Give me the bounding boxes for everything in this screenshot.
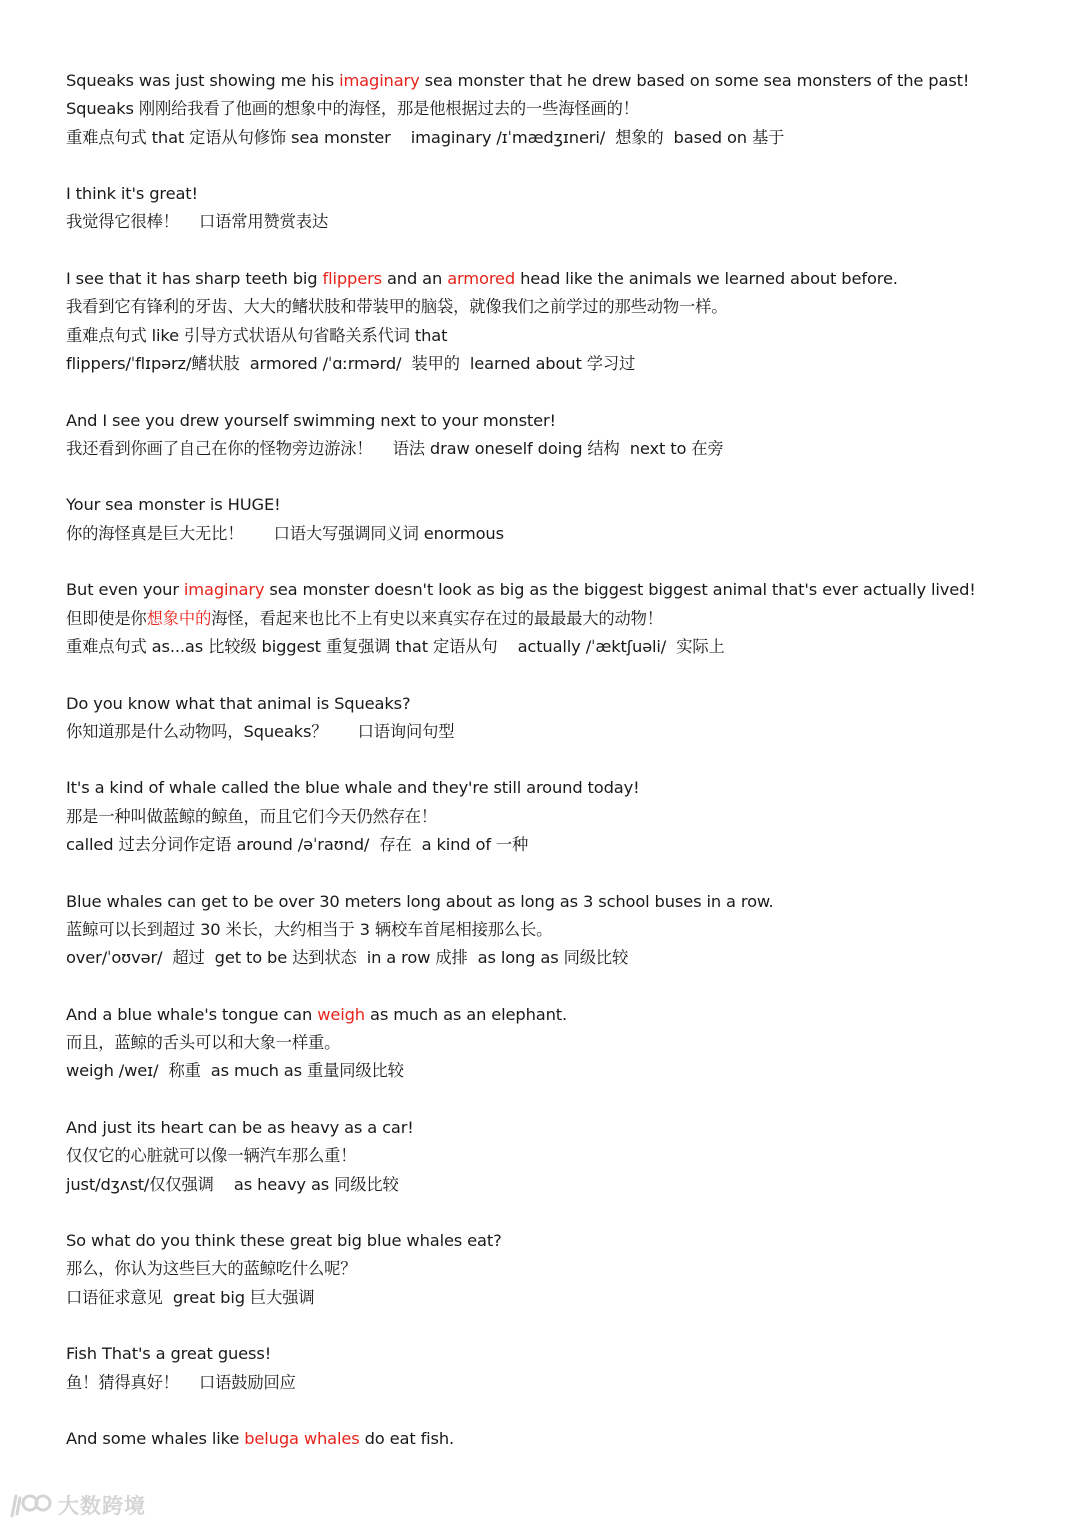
text-run: sea monster doesn't look as big as the biggest biggest animal that's ever actually lived! bbox=[264, 580, 976, 600]
text-run: Squeaks was just showing me his bbox=[66, 71, 340, 90]
text-run: 而且，蓝鲸的舌头可以和大象一样重。 bbox=[66, 1033, 341, 1053]
text-run: 但即使是你 bbox=[66, 608, 147, 628]
text-run: And a blue whale's tongue can bbox=[66, 1004, 318, 1024]
text-run: Your sea monster is HUGE! bbox=[66, 495, 281, 515]
paragraph-gap bbox=[66, 1199, 1026, 1227]
annotation-line bbox=[66, 1171, 1026, 1199]
english-sentence-line bbox=[66, 1425, 1026, 1453]
text-run: And just its heart can be as heavy as a car! bbox=[66, 1117, 414, 1137]
highlighted-word: flippers bbox=[322, 269, 382, 289]
text-run: 蓝鲸可以长到超过 30 米长，大约相当于 3 辆校车首尾相接那么长。 bbox=[66, 919, 553, 939]
text-run: 仅仅它的心脏就可以像一辆汽车那么重！ bbox=[66, 1146, 357, 1166]
text-run: 鱼！猜得真好！ 口语鼓励回应 bbox=[66, 1372, 296, 1392]
text-run: Fish That's a great guess! bbox=[66, 1344, 272, 1364]
text-run: 你知道那是什么动物吗，Squeaks？ 口语询问句型 bbox=[66, 721, 455, 741]
watermark-logo-icon bbox=[10, 1490, 52, 1520]
text-run: 我看到它有锋利的牙齿、大大的鳍状肢和带装甲的脑袋，就像我们之前学过的那些动物一样。 bbox=[66, 297, 728, 317]
text-run: 重难点句式 that 定语从句修饰 sea monster imaginary /ɪˈmædʒɪneri/ 想象的 based on 基于 bbox=[66, 127, 785, 147]
annotation-line bbox=[66, 1057, 1026, 1085]
text-run: I think it's great! bbox=[66, 184, 198, 204]
text-run: It's a kind of whale called the blue whale and they're still around today! bbox=[66, 778, 640, 798]
highlighted-word: 想象中的 bbox=[146, 608, 212, 628]
highlighted-word: imaginary bbox=[183, 580, 265, 600]
text-run: flippers/ˈflɪpərz/鳍状肢 armored /ˈɑːrmərd/ 装甲的 learned about 学习过 bbox=[66, 353, 636, 373]
text-run: 我觉得它很棒！ 口语常用赞赏表达 bbox=[66, 212, 329, 232]
annotation-line bbox=[66, 916, 1026, 944]
text-run: Do you know what that animal is Squeaks? bbox=[66, 693, 411, 713]
annotation-line bbox=[66, 124, 1026, 152]
text-run: head like the animals we learned about before. bbox=[515, 269, 898, 289]
annotation-line bbox=[66, 633, 1026, 661]
english-sentence-line bbox=[66, 67, 1026, 95]
text-run: 重难点句式 as...as 比较级 biggest 重复强调 that 定语从句 actually /ˈæktʃuəli/ 实际上 bbox=[66, 636, 725, 656]
annotation-line bbox=[66, 1369, 1026, 1397]
text-run: just/dʒʌst/仅仅强调 as heavy as 同级比较 bbox=[66, 1174, 399, 1194]
text-run: weigh /weɪ/ 称重 as much as 重量同级比较 bbox=[66, 1061, 404, 1081]
paragraph-gap bbox=[66, 1397, 1026, 1425]
highlighted-word: weigh bbox=[317, 1004, 365, 1024]
highlighted-word: armored bbox=[447, 269, 516, 289]
paragraph-gap bbox=[66, 973, 1026, 1001]
document-body bbox=[66, 67, 1026, 1454]
text-run: as much as an elephant. bbox=[364, 1004, 567, 1024]
paragraph-gap bbox=[66, 746, 1026, 774]
annotation-line bbox=[66, 520, 1026, 548]
english-sentence-line bbox=[66, 690, 1026, 718]
text-run: 那是一种叫做蓝鲸的鲸鱼，而且它们今天仍然存在！ bbox=[66, 806, 438, 826]
english-sentence-line bbox=[66, 888, 1026, 916]
paragraph-gap bbox=[66, 661, 1026, 689]
annotation-line bbox=[66, 322, 1026, 350]
paragraph-gap bbox=[66, 548, 1026, 576]
annotation-line bbox=[66, 718, 1026, 746]
text-run: and an bbox=[381, 269, 448, 289]
annotation-line bbox=[66, 1142, 1026, 1170]
english-sentence-line bbox=[66, 265, 1026, 293]
english-sentence-line bbox=[66, 491, 1026, 519]
annotation-line bbox=[66, 350, 1026, 378]
paragraph-gap bbox=[66, 859, 1026, 887]
text-run: 那么，你认为这些巨大的蓝鲸吃什么呢？ bbox=[66, 1259, 357, 1279]
text-run: 海怪，看起来也比不上有史以来真实存在过的最最最大的动物！ bbox=[211, 608, 663, 628]
text-run: do eat fish. bbox=[359, 1429, 455, 1449]
english-sentence-line bbox=[66, 1001, 1026, 1029]
english-sentence-line bbox=[66, 1227, 1026, 1255]
annotation-line bbox=[66, 1284, 1026, 1312]
text-run: 我还看到你画了自己在你的怪物旁边游泳！ 语法 draw oneself doing 结构 next to 在旁 bbox=[66, 438, 724, 458]
annotation-line bbox=[66, 944, 1026, 972]
text-run: And some whales like bbox=[66, 1429, 245, 1449]
paragraph-gap bbox=[66, 1086, 1026, 1114]
text-run: I see that it has sharp teeth big bbox=[66, 269, 323, 289]
english-sentence-line bbox=[66, 1340, 1026, 1368]
text-run: And I see you drew yourself swimming next to your monster! bbox=[66, 410, 556, 430]
text-run: 口语征求意见 great big 巨大强调 bbox=[66, 1287, 315, 1307]
text-run: 重难点句式 like 引导方式状语从句省略关系代词 that bbox=[66, 325, 448, 345]
paragraph-gap bbox=[66, 378, 1026, 406]
annotation-line bbox=[66, 435, 1026, 463]
text-run: Blue whales can get to be over 30 meters long about as long as 3 school buses in a row. bbox=[66, 891, 774, 911]
annotation-line bbox=[66, 1255, 1026, 1283]
annotation-line bbox=[66, 803, 1026, 831]
text-run: called 过去分词作定语 around /əˈraʊnd/ 存在 a kind of 一种 bbox=[66, 835, 529, 855]
english-sentence-line bbox=[66, 407, 1026, 435]
text-run: over/ˈoʊvər/ 超过 get to be 达到状态 in a row 成排 as long as 同级比较 bbox=[66, 948, 629, 968]
english-sentence-line bbox=[66, 774, 1026, 802]
watermark-text: 大数跨境 bbox=[58, 1494, 146, 1518]
text-run: But even your bbox=[66, 580, 184, 600]
english-sentence-line bbox=[66, 576, 1026, 604]
annotation-line bbox=[66, 208, 1026, 236]
annotation-line bbox=[66, 831, 1026, 859]
text-run: sea monster that he drew based on some sea monsters of the past! bbox=[419, 71, 970, 90]
paragraph-gap bbox=[66, 1312, 1026, 1340]
paragraph-gap bbox=[66, 152, 1026, 180]
english-sentence-line bbox=[66, 1114, 1026, 1142]
annotation-line bbox=[66, 293, 1026, 321]
highlighted-word: imaginary bbox=[339, 71, 420, 90]
annotation-line bbox=[66, 95, 1026, 123]
text-run: So what do you think these great big blue whales eat? bbox=[66, 1231, 502, 1251]
english-sentence-line bbox=[66, 180, 1026, 208]
text-run: 你的海怪真是巨大无比！ 口语大写强调同义词 enormous bbox=[66, 523, 504, 543]
highlighted-word: beluga whales bbox=[244, 1429, 360, 1449]
annotation-line bbox=[66, 605, 1026, 633]
paragraph-gap bbox=[66, 237, 1026, 265]
annotation-line bbox=[66, 1029, 1026, 1057]
paragraph-gap bbox=[66, 463, 1026, 491]
text-run: Squeaks 刚刚给我看了他画的想象中的海怪，那是他根据过去的一些海怪画的！ bbox=[66, 99, 639, 119]
watermark bbox=[10, 1488, 146, 1522]
